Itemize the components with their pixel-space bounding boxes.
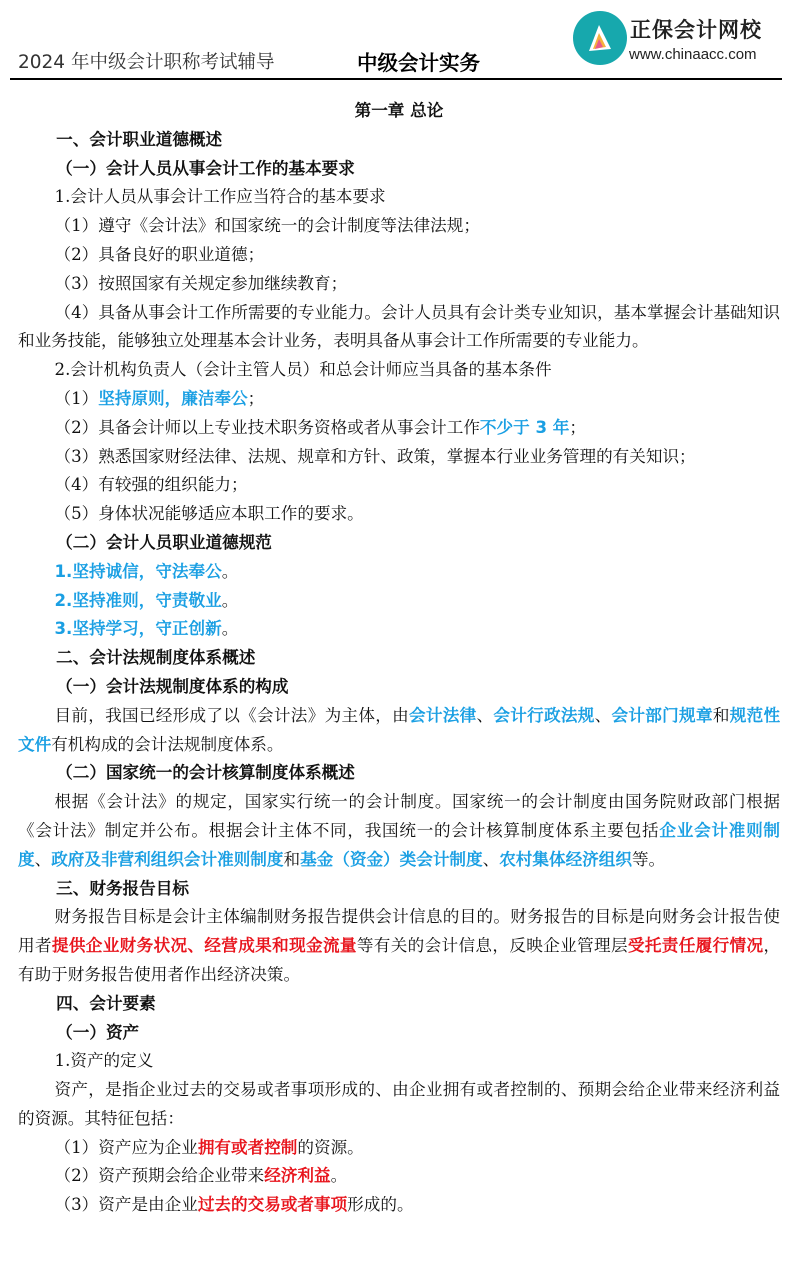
text: 、 (482, 849, 500, 869)
highlight-blue: 不少于 3 年 (479, 417, 570, 437)
paragraph (18, 1076, 780, 1134)
text: 、 (34, 849, 52, 869)
highlight-blue: 2.坚持准则，守责敬业 (54, 590, 222, 610)
highlight-blue: 会计部门规章 (611, 705, 713, 725)
text: 的资源。 (297, 1137, 364, 1157)
highlight-red: 经济利益 (264, 1166, 331, 1186)
highlight-blue: 政府及非营利组织会计准则制度 (51, 849, 284, 869)
text: 资产，是指企业过去的交易或者事项形成的、由企业拥有或者控制的、预期会给企业带来经济利益的资源。其特征包括： (18, 1080, 780, 1128)
section-heading (18, 644, 780, 673)
highlight-blue: 企业会计准则制度 (18, 820, 781, 869)
text: 、 (476, 705, 494, 725)
section-heading (18, 1019, 780, 1048)
paragraph (18, 241, 780, 270)
paragraph (18, 702, 780, 760)
paragraph (18, 587, 780, 616)
highlight-blue: 会计法律 (408, 705, 477, 725)
text: 财务报告目标是会计主体编制财务报告提供会计信息的目的。财务报告的目标是向财务会计报告使用者 (18, 907, 780, 956)
paragraph (18, 414, 780, 443)
highlight-blue: 3.坚持学习，守正创新 (54, 619, 222, 639)
logo-name: 正保会计网校 (630, 18, 762, 42)
text: （3）按照国家有关规定参加继续教育； (54, 273, 348, 293)
logo-url: www.chinaacc.com (629, 46, 757, 63)
logo-icon (573, 11, 627, 65)
paragraph (18, 903, 780, 989)
text: （4）具备从事会计工作所需要的专业能力。会计人员具有会计类专业知识，基本掌握会计基础知识和业务技能，能够独立处理基本会计业务，表明具备从事会计工作所需要的专业能力。 (18, 302, 780, 351)
text: （一）资产 (56, 1022, 140, 1042)
text: 。 (221, 561, 239, 581)
text: 目前，我国已经形成了以《会计法》为主体，由 (54, 705, 409, 725)
paragraph (18, 385, 780, 414)
document-body (18, 97, 780, 1220)
text: （二）会计人员职业道德规范 (56, 532, 272, 552)
text: 2.会计机构负责人（会计主管人员）和总会计师应当具备的基本条件 (54, 360, 552, 380)
text: ； (247, 388, 265, 408)
paragraph (18, 1162, 780, 1191)
section-heading (18, 155, 780, 184)
paragraph (18, 299, 780, 357)
text: 1.资产的定义 (54, 1051, 154, 1071)
text: （3）资产是由企业 (54, 1195, 198, 1215)
text: （1）资产应为企业 (54, 1137, 198, 1157)
text: 二、会计法规制度体系概述 (56, 648, 256, 668)
text: （一）会计人员从事会计工作的基本要求 (56, 158, 355, 178)
highlight-blue: 基金（资金）类会计制度 (300, 849, 483, 869)
section-heading (18, 529, 780, 558)
paragraph (18, 788, 780, 874)
text: 。 (221, 590, 239, 610)
text: 、 (594, 705, 612, 725)
paragraph (18, 1047, 780, 1076)
text: （2）具备良好的职业道德； (54, 244, 265, 264)
text: ，有助于财务报告使用者作出经济决策。 (18, 936, 781, 984)
highlight-blue: 坚持原则，廉洁奉公 (98, 388, 248, 408)
text: 和 (283, 849, 301, 869)
paragraph (18, 500, 780, 529)
highlight-blue: 1.坚持诚信，守法奉公 (54, 561, 222, 581)
paragraph (18, 615, 780, 644)
text: （3）熟悉国家财经法律、法规、规章和方针、政策，掌握本行业业务管理的有关知识； (54, 446, 696, 466)
header-course-title: 2024 年中级会计职称考试辅导 (18, 52, 275, 73)
text: （二）国家统一的会计核算制度体系概述 (56, 763, 355, 783)
text: 根据《会计法》的规定，国家实行统一的会计制度。国家统一的会计制度由国务院财政部门根据《会计法》制定并公布。根据会计主体不同，我国统一的会计核算制度体系主要包括 (18, 792, 780, 840)
highlight-red: 受托责任履行情况 (627, 936, 764, 956)
section-heading (18, 875, 780, 904)
text: 和 (712, 705, 730, 725)
paragraph (18, 183, 780, 212)
text: 四、会计要素 (56, 993, 156, 1013)
highlight-blue: 会计行政法规 (493, 705, 595, 725)
highlight-red: 拥有或者控制 (197, 1137, 298, 1157)
text: （2）具备会计师以上专业技术职务资格或者从事会计工作 (54, 417, 480, 437)
text: 。 (330, 1166, 348, 1186)
paragraph (18, 1134, 780, 1163)
text: 三、财务报告目标 (56, 878, 189, 898)
paragraph (18, 270, 780, 299)
highlight-blue: 规范性文件 (18, 705, 781, 754)
text: 形成的。 (347, 1195, 414, 1215)
highlight-red: 提供企业财务状况、经营成果和现金流量 (51, 936, 357, 956)
text: ； (569, 417, 586, 437)
text: 1.会计人员从事会计工作应当符合的基本要求 (54, 187, 386, 207)
paragraph (18, 356, 780, 385)
text: 。 (221, 619, 239, 639)
highlight-red: 过去的交易或者事项 (197, 1195, 348, 1215)
paragraph (18, 1191, 780, 1220)
chapter-title (18, 97, 780, 126)
text: （5）身体状况能够适应本职工作的要求。 (54, 504, 364, 524)
header-divider (10, 78, 782, 80)
section-heading (18, 126, 780, 155)
text: 一、会计职业道德概述 (56, 129, 223, 149)
paragraph (18, 212, 780, 241)
text: 第一章 总论 (354, 101, 444, 120)
highlight-blue: 农村集体经济组织 (499, 849, 632, 869)
section-heading (18, 759, 780, 788)
text: 等。 (631, 849, 666, 869)
paragraph (18, 471, 780, 500)
text: （1）遵守《会计法》和国家统一的会计制度等法律法规； (54, 216, 480, 236)
header-subject: 中级会计实务 (357, 51, 480, 75)
text: 等有关的会计信息，反映企业管理层 (356, 936, 628, 956)
paragraph (18, 443, 780, 472)
paragraph (18, 558, 780, 587)
section-heading (18, 673, 780, 702)
text: 有机构成的会计法规制度体系。 (51, 734, 284, 754)
section-heading (18, 990, 780, 1019)
text: （一）会计法规制度体系的构成 (56, 676, 289, 696)
text: （2）资产预期会给企业带来 (54, 1166, 265, 1186)
text: （1） (54, 388, 99, 408)
text: （4）有较强的组织能力； (54, 475, 248, 495)
